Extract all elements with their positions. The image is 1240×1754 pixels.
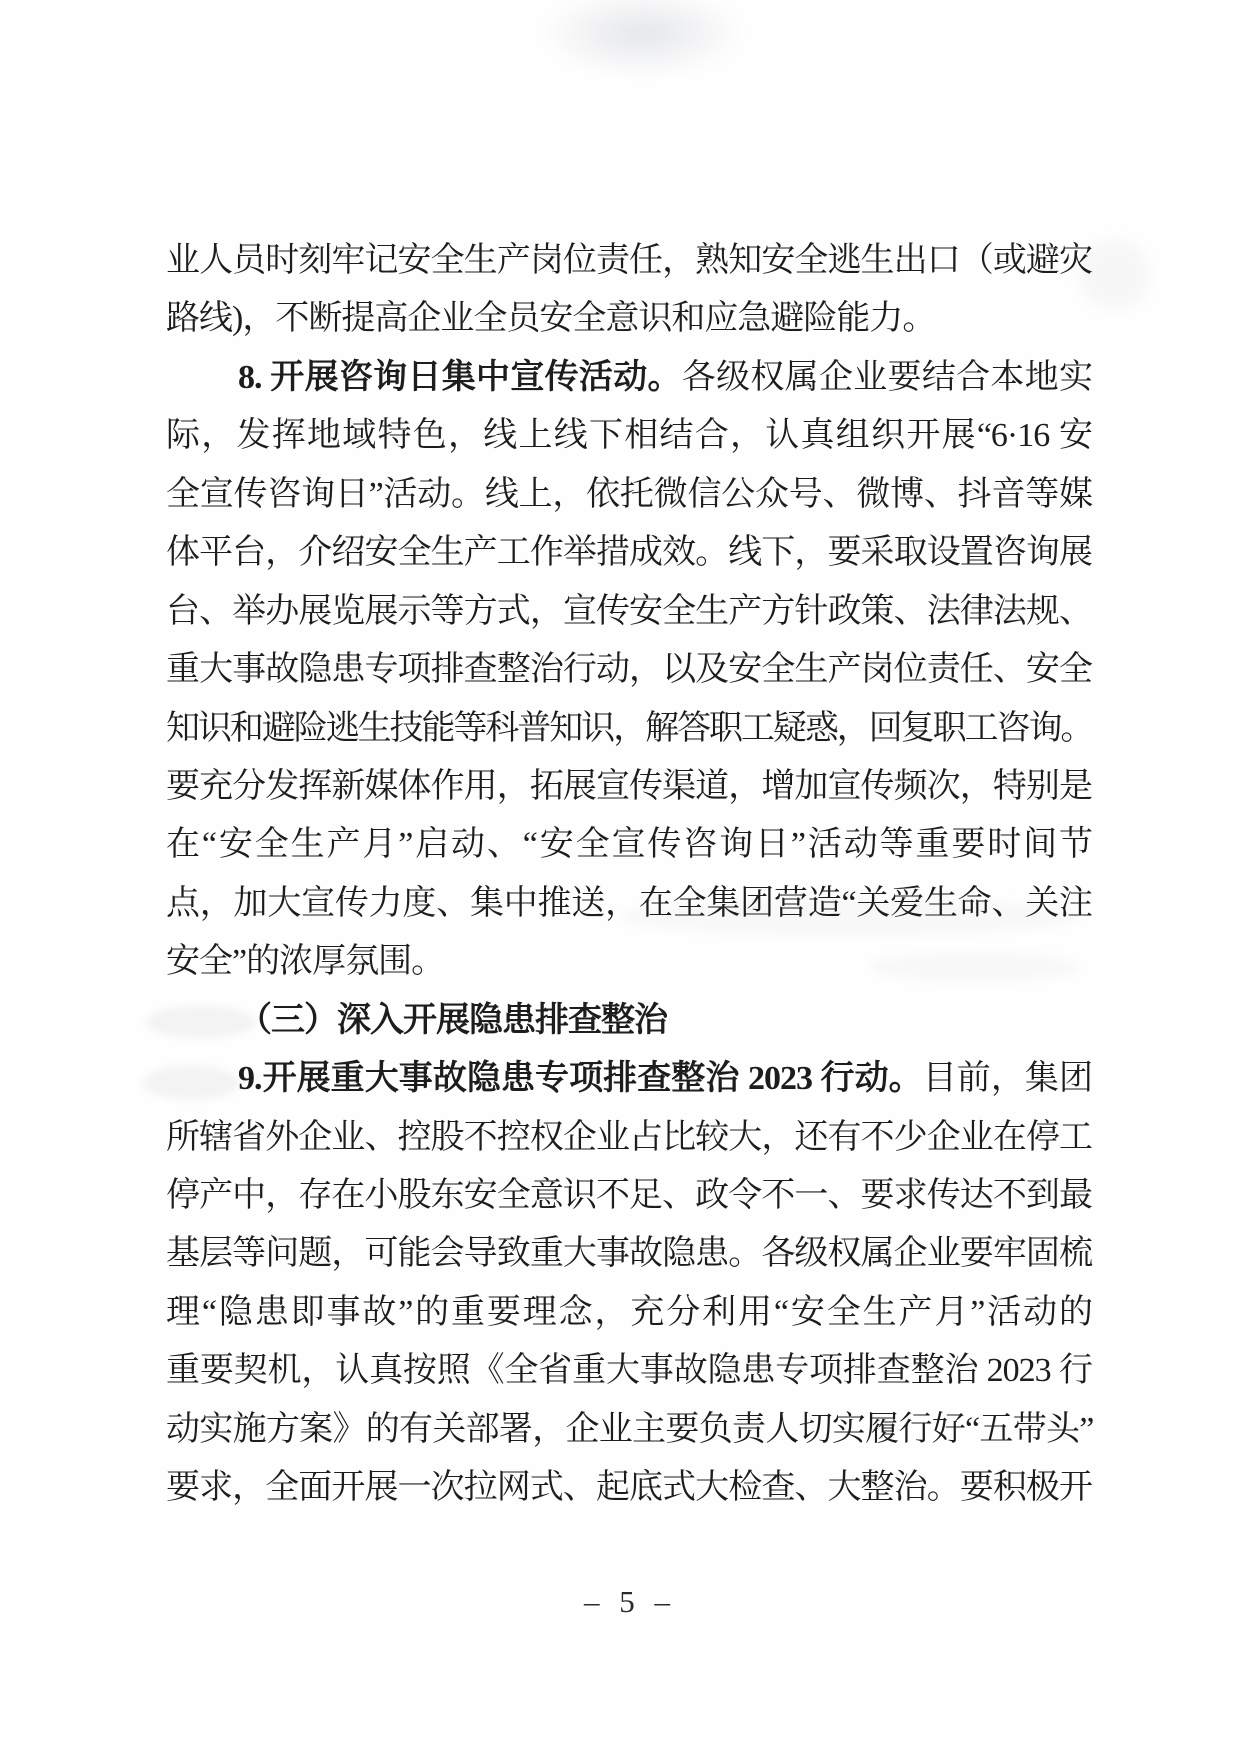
text-line: 所辖省外企业、控股不控权企业占比较大，还有不少企业在停工 xyxy=(166,1118,1092,1156)
text-line: 在“安全生产月”启动、“安全宣传咨询日”活动等重要时间节 xyxy=(166,826,1092,864)
text-line: 重要契机，认真按照《全省重大事故隐患专项排查整治 2023 行 xyxy=(166,1352,1092,1390)
text-line: 际，发挥地域特色，线上线下相结合，认真组织开展“6·16 安 xyxy=(166,417,1092,455)
text-line-heading-8: 8. 开展咨询日集中宣传活动。各级权属企业要结合本地实 xyxy=(238,358,1093,396)
scan-smudge xyxy=(540,0,745,78)
text-line: 停产中，存在小股东安全意识不足、政令不一、要求传达不到最 xyxy=(166,1177,1092,1214)
text-line: 安全”的浓厚氛围。 xyxy=(166,943,445,981)
text-line: 全宣传咨询日”活动。线上，依托微信公众号、微博、抖音等媒 xyxy=(166,475,1092,513)
text-line: 台、举办展览展示等方式，宣传安全生产方针政策、法律法规、 xyxy=(166,592,1092,630)
text-line: 要求，全面开展一次拉网式、起底式大检查、大整治。要积极开 xyxy=(166,1469,1092,1507)
body-text xyxy=(166,232,1092,1518)
text-line: 路线)，不断提高企业全员安全意识和应急避险能力。 xyxy=(166,300,936,338)
text-line: 体平台，介绍安全生产工作举措成效。线下，要采取设置咨询展 xyxy=(166,534,1092,572)
text-line: 业人员时刻牢记安全生产岗位责任，熟知安全逃生出口（或避灾 xyxy=(166,242,1092,279)
text-line-heading-section-3: （三）深入开展隐患排查整治 xyxy=(238,1001,667,1039)
text-line: 要充分发挥新媒体作用，拓展宣传渠道，增加宣传频次，特别是 xyxy=(166,767,1092,805)
text-line: 基层等问题，可能会导致重大事故隐患。各级权属企业要牢固梳 xyxy=(166,1235,1092,1273)
text-line-heading-9: 9.开展重大事故隐患专项排查整治 2023 行动。目前，集团 xyxy=(238,1060,1092,1098)
text-line: 知识和避险逃生技能等科普知识，解答职工疑惑，回复职工咨询。 xyxy=(166,709,1092,747)
text-line: 点，加大宣传力度、集中推送，在全集团营造“关爱生命、关注 xyxy=(166,884,1092,922)
text-line: 动实施方案》的有关部署，企业主要负责人切实履行好“五带头” xyxy=(166,1410,1092,1448)
text-line: 理“隐患即事故”的重要理念，充分利用“安全生产月”活动的 xyxy=(166,1293,1092,1331)
text-line: 重大事故隐患专项排查整治行动，以及安全生产岗位责任、安全 xyxy=(166,651,1092,689)
page-number: – 5 – xyxy=(584,1584,676,1619)
